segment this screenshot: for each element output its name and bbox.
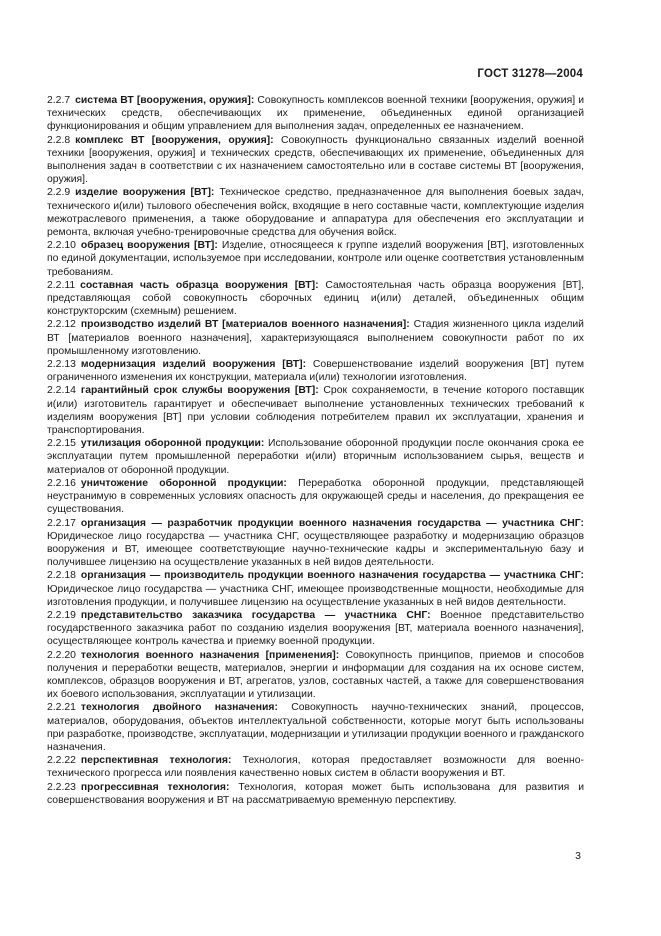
clause-number: 2.2.10 bbox=[47, 240, 76, 252]
definition-entry bbox=[47, 477, 584, 517]
definition-entry bbox=[47, 569, 584, 609]
clause-number: 2.2.17 bbox=[47, 517, 76, 529]
definition-text: Переработка оборонной продукции, представляющей неустранимую в современных условиях опасность для окружающей среды и населения, до прекращения ее существования. bbox=[47, 477, 584, 516]
term: технология военного назначения [применения]: bbox=[80, 649, 340, 661]
definition-text: Технология, которая может быть использована для развития и совершенствования вооружения и ВТ на рассматриваемую временную перспективу. bbox=[47, 781, 585, 806]
definition-entry bbox=[47, 279, 584, 319]
definition-entry bbox=[47, 517, 584, 570]
definition-entry bbox=[47, 134, 584, 187]
definition-entry bbox=[47, 358, 584, 384]
definitions-list bbox=[47, 94, 584, 807]
definition-entry bbox=[47, 781, 584, 807]
clause-number: 2.2.14 bbox=[47, 385, 76, 397]
page-number: 3 bbox=[575, 850, 581, 862]
term: изделие вооружения [ВТ]: bbox=[75, 187, 215, 199]
definition-text: Техническое средство, предназначенное для выполнения боевых задач, технического и(или) тылового обеспечения войск, входящие в него составные части, комплектующие изделия межотраслевого применения, а также оборудование и аппаратура для обеспечения его эксплуатации и ремонта, включая учебно-тренировочные средства для обучения войск. bbox=[47, 187, 585, 239]
definition-text: Совокупность принципов, приемов и способов получения и переработки веществ, материалов, энергии и информации для создания на их основе систем, комплексов, образцов вооружения и ВТ, агрегатов, узлов, составных частей, а также для совершенствования их боевого использования, эксплуатации и утилизации. bbox=[47, 649, 584, 701]
clause-number: 2.2.9 bbox=[47, 187, 71, 199]
term: система ВТ [вооружения, оружия]: bbox=[75, 95, 255, 106]
definition-text: Совершенствование изделий вооружения [ВТ] путем ограниченного изменения их конструкции, материала и(или) технологии изготовления. bbox=[47, 359, 584, 384]
definition-text: Юридическое лицо государства — участника СНГ, осуществляющее разработку и модернизацию образцов вооружения и ВТ, имеющее соответствующие научно-технические кадры и экспериментальную базу и получившее лицензию на осуществление указанных в ней видов деятельности. bbox=[47, 530, 584, 569]
definition-text: Совокупность комплексов военной техники [вооружения, оружия] и технических средств, обеспечивающих их применение, объединенных единой организацией функционирования и общим управлением для выполнения задач, определенных ее назначением. bbox=[47, 95, 584, 133]
definition-entry bbox=[47, 701, 584, 754]
term: модернизация изделий вооружения [ВТ]: bbox=[80, 359, 307, 371]
clause-number: 2.2.16 bbox=[47, 477, 76, 489]
term: технология двойного назначения: bbox=[80, 702, 278, 714]
clause-number: 2.2.7 bbox=[47, 95, 71, 106]
definition-text: Совокупность функционально связанных изделий военной техники [вооружения, оружия] и технических средств, обеспечивающих их применение, объединенных для выполнения задач в соответствии с их назначением самостоятельно или в составе системы ВТ [вооружения, оружия]. bbox=[47, 134, 584, 186]
term: утилизация оборонной продукции: bbox=[80, 438, 265, 450]
definition-entry bbox=[47, 318, 584, 358]
definition-text: Самостоятельная часть образца вооружения [ВТ], представляющая собой совокупность сборочных единиц и(или) деталей, объединенных общим конструкторским (схемным) решением. bbox=[47, 279, 584, 318]
definition-text: Срок сохраняемости, в течение которого поставщик и(или) изготовитель гарантирует и обеспечивает выполнение установленных технических требований к изделиям вооружения [ВТ] при условии соблюдения потребителем правил их эксплуатации, хранения и транспортирования. bbox=[47, 385, 585, 437]
term: комплекс ВТ [вооружения, оружия]: bbox=[75, 134, 274, 146]
clause-number: 2.2.22 bbox=[47, 755, 76, 767]
definition-entry bbox=[47, 754, 584, 780]
definition-text: Использование оборонной продукции после окончания срока ее эксплуатации путем промышленной переработки и(или) вторичным использованием сырья, веществ и материалов от оборонной продукции. bbox=[47, 438, 585, 476]
term: образец вооружения [ВТ]: bbox=[80, 240, 218, 252]
term: гарантийный срок службы вооружения [ВТ]: bbox=[80, 385, 319, 397]
term: организация — разработчик продукции военного назначения государства — участника СНГ: bbox=[80, 517, 584, 529]
definition-text: Технология, которая предоставляет возможности для военно-технического прогресса или появления качественно новых систем в области вооружения и ВТ. bbox=[47, 755, 585, 780]
definition-entry bbox=[47, 609, 584, 649]
clause-number: 2.2.13 bbox=[47, 359, 76, 371]
term: производство изделий ВТ [материалов военного назначения]: bbox=[80, 319, 410, 331]
definition-text: Изделие, относящееся к группе изделий вооружения [ВТ], изготовленных по единой документации, используемое при исследовании, контроле или оценке соответствия установленным требованиям. bbox=[47, 240, 584, 278]
definition-entry bbox=[47, 384, 584, 437]
term: составная часть образца вооружения [ВТ]: bbox=[80, 279, 319, 291]
clause-number: 2.2.23 bbox=[47, 781, 76, 793]
clause-number: 2.2.8 bbox=[47, 134, 71, 146]
clause-number: 2.2.19 bbox=[47, 609, 76, 621]
definition-entry bbox=[47, 94, 584, 134]
clause-number: 2.2.20 bbox=[47, 649, 76, 661]
term: уничтожение оборонной продукции: bbox=[80, 477, 287, 489]
clause-number: 2.2.18 bbox=[47, 570, 76, 582]
definition-entry bbox=[47, 649, 584, 702]
term: представительство заказчика государства — участника СНГ: bbox=[80, 609, 431, 621]
definition-text: Военное представительство государственного заказчика работ по созданию изделия вооружения [ВТ, материала военного назначения], осуществляющее контроль качества и приемку военной продукции. bbox=[47, 609, 584, 648]
term: организация — производитель продукции военного назначения государства — участника СНГ: bbox=[80, 570, 584, 582]
clause-number: 2.2.12 bbox=[47, 319, 76, 331]
definition-entry bbox=[47, 437, 584, 477]
definition-text: Юридическое лицо государства — участника СНГ, имеющее производственные мощности, необходимые для изготовления продукции, и получившее лицензию на осуществление указанных в ней видов деятельности. bbox=[47, 583, 584, 608]
term: прогрессивная технология: bbox=[80, 781, 230, 793]
clause-number: 2.2.21 bbox=[47, 702, 76, 714]
definition-text: Стадия жизненного цикла изделий ВТ [материалов военного назначения], характеризующаяся выполнением совокупности работ по их промышленному изготовлению. bbox=[47, 319, 584, 357]
document-header: ГОСТ 31278—2004 bbox=[477, 68, 583, 80]
term: перспективная технология: bbox=[80, 755, 232, 767]
definition-entry bbox=[47, 186, 584, 239]
definition-entry bbox=[47, 239, 584, 279]
clause-number: 2.2.11 bbox=[47, 279, 76, 291]
clause-number: 2.2.15 bbox=[47, 438, 76, 450]
definition-text: Совокупность научно-технических знаний, процессов, материалов, оборудования, объектов интеллектуальной собственности, которые могут быть использованы при разработке, производстве, эксплуатации, модернизации и утилизации продукции военного и гражданского назначения. bbox=[47, 702, 584, 753]
